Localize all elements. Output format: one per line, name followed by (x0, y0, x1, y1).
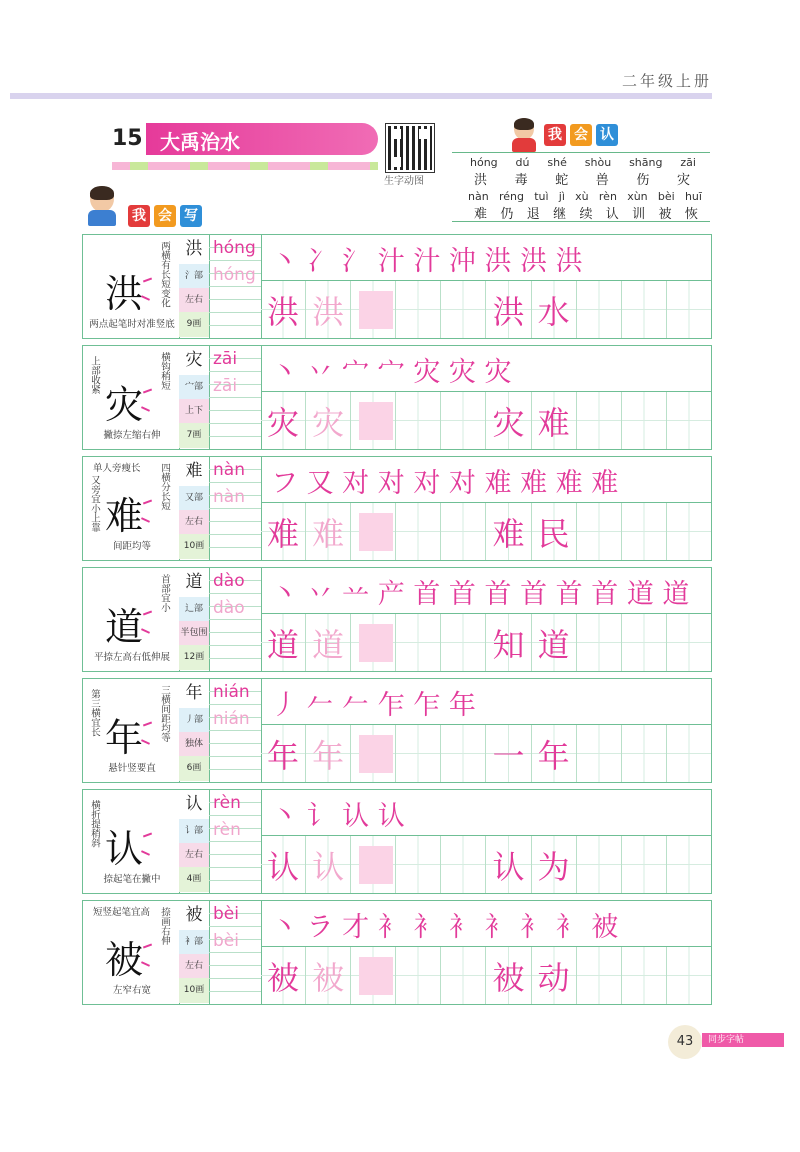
char-info (179, 568, 210, 671)
practice-char: 动 (537, 959, 570, 997)
info-radical: 又部 (179, 486, 209, 511)
hanzi: 训 (632, 207, 646, 222)
practice-row (261, 725, 711, 782)
info-char: 灾 (179, 346, 209, 376)
practice-cell[interactable] (261, 392, 306, 449)
char-model-panel (83, 568, 180, 671)
practice-cell[interactable] (486, 836, 531, 893)
char-model-panel (83, 790, 180, 893)
practice-cell[interactable] (306, 947, 351, 1004)
practice-cell[interactable] (486, 947, 531, 1004)
info-char: 被 (179, 901, 209, 931)
pinyin-zone (209, 790, 262, 893)
hanzi: 仍 (500, 207, 514, 222)
practice-cell[interactable] (396, 281, 441, 338)
practice-char: 道 (267, 626, 300, 664)
write-badge-3: 写 (180, 205, 202, 227)
practice-row (261, 836, 711, 893)
practice-cell[interactable] (351, 281, 396, 338)
practice-row (261, 614, 711, 671)
practice-char: 一 (492, 737, 525, 775)
info-structure: 左右 (179, 843, 209, 868)
practice-cell[interactable] (577, 614, 622, 671)
info-strokes: 9画 (179, 312, 209, 337)
guide-arrow (143, 833, 152, 838)
recognize-pinyin-row-1 (452, 153, 710, 169)
model-char: 道 (105, 605, 144, 649)
trace-char: 年 (306, 731, 350, 777)
practice-cell[interactable] (667, 614, 711, 671)
guide-arrow (143, 944, 152, 949)
note-bottom: 捺起笔在撇中 (103, 874, 161, 885)
recognize-badge-1: 我 (544, 124, 566, 146)
practice-cell[interactable] (532, 392, 577, 449)
boy-avatar-body (88, 210, 116, 226)
trace-shade (359, 624, 393, 662)
pinyin: jì (558, 190, 565, 203)
note-bottom: 左窄右宽 (112, 985, 151, 996)
pinyin-solid: nàn (213, 460, 245, 480)
title-decoration (112, 162, 378, 170)
practice-cell[interactable] (667, 392, 711, 449)
practice-cell[interactable] (351, 503, 396, 560)
note-bottom: 间距均等 (112, 541, 151, 552)
trace-shade (359, 291, 393, 329)
model-char: 被 (105, 938, 144, 982)
guide-arrow (143, 389, 152, 394)
info-strokes: 6画 (179, 756, 209, 781)
info-char: 难 (179, 457, 209, 487)
pinyin: tuì (534, 190, 549, 203)
top-band (10, 93, 712, 99)
practice-char: 认 (492, 848, 525, 886)
practice-char: 民 (537, 515, 570, 553)
practice-cell[interactable] (622, 281, 667, 338)
stroke-order-row (261, 790, 711, 836)
hanzi: 继 (553, 207, 567, 222)
recognize-underline (452, 221, 710, 222)
stroke-order-row (261, 568, 711, 614)
lesson-title: 大禹治水 (160, 130, 240, 154)
pinyin-solid: zāi (213, 349, 238, 369)
info-radical: 讠部 (179, 819, 209, 844)
note-top: 短竖起笔宜高 (93, 907, 151, 918)
practice-row (261, 947, 711, 1004)
hanzi: 兽 (595, 173, 609, 188)
practice-row (261, 392, 711, 449)
practice-cell[interactable] (622, 503, 667, 560)
note-left: 上部收紧 (89, 356, 100, 394)
practice-cell[interactable] (622, 947, 667, 1004)
info-radical: 丿部 (179, 708, 209, 733)
lesson-number: 15 (112, 126, 143, 151)
practice-cell[interactable] (486, 281, 531, 338)
char-info (179, 790, 210, 893)
practice-cell[interactable] (577, 503, 622, 560)
practice-cell[interactable] (532, 725, 577, 782)
practice-cell[interactable] (667, 281, 711, 338)
practice-cell[interactable] (441, 725, 486, 782)
pinyin-zone (209, 235, 262, 338)
recognize-char-row-2 (452, 203, 710, 222)
practice-cell[interactable] (261, 281, 306, 338)
stroke-order-row (261, 346, 711, 392)
practice-cell[interactable] (622, 836, 667, 893)
practice-cell[interactable] (486, 503, 531, 560)
boy-avatar-icon (90, 186, 114, 212)
model-char: 灾 (105, 383, 144, 427)
note-left: 又旁宜小上靠 (89, 475, 100, 532)
char-block-4 (82, 567, 712, 672)
info-radical: 辶部 (179, 597, 209, 622)
trace-char: 道 (306, 620, 350, 666)
note-bottom: 悬针竖要直 (108, 763, 156, 774)
stroke-order: 丶 丷 䒑 产 首 首 首 首 首 首 道 道 (271, 579, 690, 610)
guide-arrow (143, 500, 152, 505)
pinyin-solid: hóng (213, 238, 256, 258)
pinyin: xù (575, 190, 589, 203)
practice-cell[interactable] (396, 836, 441, 893)
practice-cell[interactable] (622, 614, 667, 671)
model-char: 年 (105, 716, 144, 760)
pinyin: shé (547, 156, 567, 169)
info-structure: 左右 (179, 954, 209, 979)
pinyin-solid: rèn (213, 793, 241, 813)
note-right: 三横间距均等 (159, 685, 170, 742)
hanzi: 洪 (474, 173, 488, 188)
practice-cell[interactable] (532, 947, 577, 1004)
practice-char: 洪 (267, 293, 300, 331)
practice-cell[interactable] (261, 725, 306, 782)
pinyin: rèn (598, 190, 617, 203)
hanzi: 毒 (514, 173, 528, 188)
note-bottom: 撇捺左缩右伸 (103, 430, 161, 441)
practice-char: 水 (537, 293, 570, 331)
hanzi: 恢 (684, 207, 698, 222)
practice-char: 难 (537, 404, 570, 442)
info-strokes: 10画 (179, 978, 209, 1003)
guide-arrow (143, 611, 152, 616)
stroke-order: フ 又 对 对 对 对 难 难 难 难 (271, 468, 619, 499)
practice-cell[interactable] (261, 947, 306, 1004)
practice-char: 难 (267, 515, 300, 553)
info-radical: 氵部 (179, 264, 209, 289)
practice-cell[interactable] (351, 725, 396, 782)
practice-cell[interactable] (441, 947, 486, 1004)
pinyin: shòu (584, 156, 612, 169)
practice-char: 灾 (267, 404, 300, 442)
pinyin-zone (209, 457, 262, 560)
trace-shade (359, 735, 393, 773)
pinyin-trace: hóng (213, 265, 256, 285)
model-char: 难 (105, 494, 144, 538)
qr-caption: 生字动图 (384, 176, 424, 187)
recognize-char-row-1 (452, 169, 710, 188)
practice-cell[interactable] (577, 836, 622, 893)
practice-cell[interactable] (532, 281, 577, 338)
pinyin-zone (209, 679, 262, 782)
hanzi: 伤 (636, 173, 650, 188)
practice-cell[interactable] (486, 725, 531, 782)
hanzi: 认 (605, 207, 619, 222)
practice-cell[interactable] (667, 836, 711, 893)
practice-cell[interactable] (306, 725, 351, 782)
note-right: 两横有长短变化 (159, 241, 170, 308)
info-structure: 独体 (179, 732, 209, 757)
practice-cell[interactable] (577, 725, 622, 782)
pinyin: shāng (629, 156, 663, 169)
practice-char: 道 (537, 626, 570, 664)
practice-char: 年 (267, 737, 300, 775)
char-model-panel (83, 901, 180, 1004)
practice-cell[interactable] (622, 725, 667, 782)
practice-char: 认 (267, 848, 300, 886)
info-char: 洪 (179, 235, 209, 265)
pinyin: bèi (657, 190, 675, 203)
page-tag: 同步字帖 (702, 1033, 784, 1047)
char-block-1 (82, 234, 712, 339)
hanzi: 续 (579, 207, 593, 222)
info-structure: 上下 (179, 399, 209, 424)
practice-cell[interactable] (577, 281, 622, 338)
note-right: 首部宜小 (159, 574, 170, 612)
practice-cell[interactable] (306, 392, 351, 449)
char-model-panel (83, 457, 180, 560)
stroke-order: 丶 讠 认 认 (271, 801, 405, 832)
pinyin: hóng (470, 156, 498, 169)
note-bottom: 平捺左高右低伸展 (93, 652, 170, 663)
trace-char: 被 (306, 953, 350, 999)
note-top: 单人旁瘦长 (93, 463, 141, 474)
pinyin-solid: dào (213, 571, 245, 591)
practice-cell[interactable] (667, 947, 711, 1004)
note-right: 捺画右伸 (159, 907, 170, 945)
practice-cell[interactable] (351, 614, 396, 671)
practice-char: 年 (537, 737, 570, 775)
practice-char: 难 (492, 515, 525, 553)
trace-char: 难 (306, 509, 350, 555)
practice-cell[interactable] (306, 281, 351, 338)
practice-cell[interactable] (532, 614, 577, 671)
practice-row (261, 281, 711, 338)
pinyin: huī (684, 190, 702, 203)
practice-char: 洪 (492, 293, 525, 331)
stroke-order-row (261, 901, 711, 947)
recognize-pinyin-row-2 (452, 188, 710, 203)
pinyin-trace: nián (213, 709, 250, 729)
stroke-order: 丶 丷 宀 宀 灾 灾 灾 (271, 357, 512, 388)
trace-char: 灾 (306, 398, 350, 444)
info-char: 年 (179, 679, 209, 709)
pinyin-trace: rèn (213, 820, 241, 840)
guide-arrow (143, 722, 152, 727)
practice-cell[interactable] (396, 725, 441, 782)
guide-arrow (143, 278, 152, 283)
trace-shade (359, 846, 393, 884)
grade-label: 二年级上册 (621, 72, 712, 90)
practice-cell[interactable] (306, 614, 351, 671)
practice-cell[interactable] (667, 725, 711, 782)
practice-char: 为 (537, 848, 570, 886)
pinyin-trace: zāi (213, 376, 238, 396)
stroke-order-row (261, 235, 711, 281)
pinyin-trace: nàn (213, 487, 245, 507)
info-structure: 左右 (179, 288, 209, 313)
qr-code-icon[interactable] (386, 124, 434, 172)
practice-cell[interactable] (261, 614, 306, 671)
practice-char: 被 (267, 959, 300, 997)
girl-avatar-icon (514, 118, 534, 140)
pinyin: nàn (468, 190, 489, 203)
pinyin: dú (515, 156, 530, 169)
char-info (179, 457, 210, 560)
practice-cell[interactable] (441, 614, 486, 671)
info-strokes: 4画 (179, 867, 209, 892)
char-block-5 (82, 678, 712, 783)
note-left: 第三横宜长 (89, 689, 100, 737)
practice-cell[interactable] (441, 503, 486, 560)
char-info (179, 901, 210, 1004)
hanzi: 被 (658, 207, 672, 222)
pinyin: xùn (627, 190, 648, 203)
practice-cell[interactable] (486, 614, 531, 671)
practice-cell[interactable] (261, 836, 306, 893)
practice-cell[interactable] (396, 503, 441, 560)
pinyin: réng (498, 190, 524, 203)
char-model-panel (83, 679, 180, 782)
practice-cell[interactable] (622, 392, 667, 449)
note-right: 横钩稍短 (159, 352, 170, 390)
trace-shade (359, 513, 393, 551)
practice-cell[interactable] (577, 947, 622, 1004)
practice-cell[interactable] (396, 392, 441, 449)
trace-char: 洪 (306, 287, 350, 333)
practice-cell[interactable] (306, 836, 351, 893)
char-info (179, 346, 210, 449)
practice-cell[interactable] (577, 392, 622, 449)
char-model-panel (83, 235, 180, 338)
trace-shade (359, 402, 393, 440)
practice-cell[interactable] (532, 503, 577, 560)
char-block-3 (82, 456, 712, 561)
note-right: 四横分长短 (159, 463, 170, 511)
stroke-order: 丶 冫 氵 汁 汁 沖 洪 洪 洪 (271, 246, 583, 277)
model-char: 认 (105, 827, 144, 871)
pinyin-solid: nián (213, 682, 250, 702)
info-radical: 衤部 (179, 930, 209, 955)
hanzi: 灾 (676, 173, 690, 188)
practice-cell[interactable] (306, 503, 351, 560)
stroke-order-row (261, 457, 711, 503)
pinyin-zone (209, 346, 262, 449)
char-block-7 (82, 900, 712, 1005)
practice-cell[interactable] (396, 947, 441, 1004)
practice-cell[interactable] (532, 836, 577, 893)
info-char: 认 (179, 790, 209, 820)
practice-cell[interactable] (486, 392, 531, 449)
practice-char: 灾 (492, 404, 525, 442)
stroke-order-row (261, 679, 711, 725)
practice-char: 被 (492, 959, 525, 997)
practice-cell[interactable] (351, 947, 396, 1004)
char-block-6 (82, 789, 712, 894)
pinyin-trace: bèi (213, 931, 239, 951)
note-bottom: 两点起笔时对准竖底 (89, 319, 175, 330)
pinyin: zāi (680, 156, 696, 169)
note-left: 横折提稍斜 (89, 800, 100, 848)
trace-char: 认 (306, 842, 350, 888)
pinyin-zone (209, 568, 262, 671)
info-strokes: 10画 (179, 534, 209, 559)
hanzi: 难 (474, 207, 488, 222)
char-info (179, 235, 210, 338)
char-block-2 (82, 345, 712, 450)
char-info (179, 679, 210, 782)
info-char: 道 (179, 568, 209, 598)
info-radical: 宀部 (179, 375, 209, 400)
page-number: 43 (668, 1025, 702, 1059)
practice-row (261, 503, 711, 560)
write-badge-2: 会 (154, 205, 176, 227)
char-model-panel (83, 346, 180, 449)
practice-cell[interactable] (396, 614, 441, 671)
write-badge-1: 我 (128, 205, 150, 227)
practice-cell[interactable] (667, 503, 711, 560)
pinyin-zone (209, 901, 262, 1004)
model-char: 洪 (105, 272, 144, 316)
info-strokes: 12画 (179, 645, 209, 670)
girl-avatar-body (512, 138, 536, 152)
recognize-list (452, 152, 710, 222)
recognize-badge-2: 会 (570, 124, 592, 146)
practice-cell[interactable] (261, 503, 306, 560)
info-structure: 左右 (179, 510, 209, 535)
pinyin-solid: bèi (213, 904, 239, 924)
practice-cell[interactable] (351, 392, 396, 449)
practice-cell[interactable] (441, 836, 486, 893)
hanzi: 蛇 (555, 173, 569, 188)
practice-cell[interactable] (441, 392, 486, 449)
info-structure: 半包围 (179, 621, 209, 646)
trace-shade (359, 957, 393, 995)
practice-cell[interactable] (441, 281, 486, 338)
recognize-badge-3: 认 (596, 124, 618, 146)
practice-cell[interactable] (351, 836, 396, 893)
pinyin-trace: dào (213, 598, 245, 618)
info-strokes: 7画 (179, 423, 209, 448)
hanzi: 退 (526, 207, 540, 222)
practice-char: 知 (492, 626, 525, 664)
stroke-order: 丿 𠂉 𠂉 乍 乍 年 (271, 690, 476, 721)
stroke-order: 丶 ラ 才 衤 衤 衤 衤 衤 衤 被 (271, 912, 619, 943)
